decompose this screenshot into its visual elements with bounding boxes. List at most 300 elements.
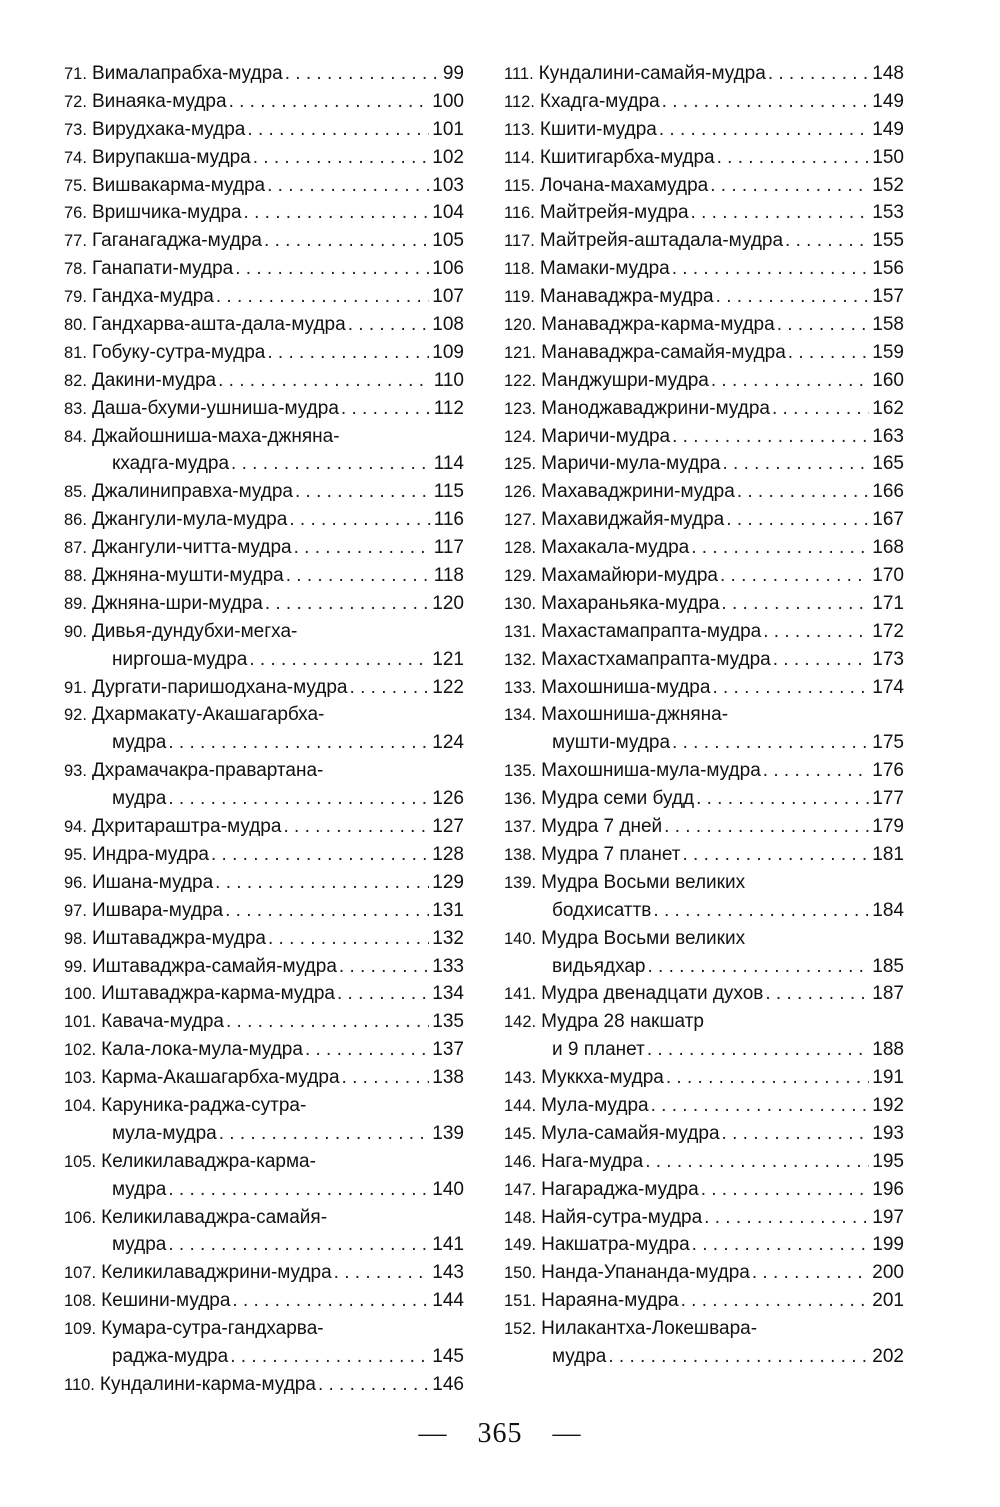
toc-dot-leader: [737, 478, 869, 506]
toc-dot-leader: [168, 1176, 429, 1204]
toc-entry-title: Дакини-мудра: [91, 369, 217, 391]
toc-entry-page: 132: [432, 927, 464, 949]
toc-entry-line: [504, 506, 904, 534]
toc-entry-title: Индра-мудра: [91, 843, 209, 865]
toc-dot-leader: [249, 646, 429, 674]
toc-entry-title: Иштаваджра-мудра: [91, 927, 266, 949]
toc-entry-title: Джняна-мушти-мудра: [91, 565, 284, 587]
toc-entry-title: Вирудхака-мудра: [91, 118, 246, 140]
toc-entry-title: Дхритараштра-мудра: [91, 816, 282, 838]
toc-entry-line: [504, 1204, 904, 1232]
toc-entry-page: 104: [432, 202, 464, 224]
toc-entry: [64, 980, 464, 1008]
toc-entry-page: 127: [432, 816, 464, 838]
footer-dash-right: —: [552, 1418, 582, 1449]
toc-dot-leader: [752, 1259, 869, 1287]
toc-dot-leader: [648, 953, 870, 981]
toc-dot-leader: [337, 980, 429, 1008]
toc-entry-title: видьядхар: [552, 955, 646, 977]
toc-entry-number: 112.: [504, 92, 535, 111]
toc-dot-leader: [339, 953, 429, 981]
toc-entry-number: 79.: [64, 288, 87, 307]
toc-entry-number: 88.: [64, 567, 87, 586]
toc-entry-page: 112: [433, 397, 464, 419]
toc-entry-page: 140: [432, 1178, 464, 1200]
toc-entry-page: 106: [432, 258, 464, 280]
page-footer: [0, 1418, 1000, 1450]
toc-entry-number: 116.: [504, 204, 535, 223]
toc-entry-title: Келикилаваджра-карма-: [101, 1150, 316, 1172]
toc-dot-leader: [696, 785, 869, 813]
toc-entry-line: [64, 506, 464, 534]
toc-entry-page: 101: [432, 118, 464, 140]
toc-entry: [504, 841, 904, 869]
toc-entry-line: [64, 1176, 464, 1204]
toc-dot-leader: [726, 506, 869, 534]
toc-entry-title: мушти-мудра: [552, 732, 671, 754]
toc-entry-page: 149: [872, 90, 904, 112]
toc-entry-number: 95.: [64, 845, 87, 864]
toc-entry-line: [64, 60, 464, 88]
toc-entry-number: 133.: [504, 678, 537, 697]
toc-entry: [504, 311, 904, 339]
toc-dot-leader: [232, 1287, 429, 1315]
toc-entry-line: [504, 897, 904, 925]
toc-entry-line: [504, 395, 904, 423]
toc-dot-leader: [653, 897, 869, 925]
toc-dot-leader: [722, 450, 869, 478]
toc-entry-line: [504, 255, 904, 283]
toc-dot-leader: [666, 1064, 869, 1092]
toc-entry-line: [64, 367, 464, 395]
toc-dot-leader: [348, 311, 430, 339]
page-number: 365: [477, 1418, 523, 1449]
toc-entry: [504, 199, 904, 227]
toc-entry-number: 101.: [64, 1013, 97, 1032]
toc-entry-number: 132.: [504, 650, 537, 669]
toc-entry-number: 126.: [504, 483, 537, 502]
toc-entry-line: [504, 953, 904, 981]
toc-entry: [64, 1008, 464, 1036]
toc-entry-title: Мудра 28 накшатр: [541, 1011, 704, 1033]
toc-entry: [64, 925, 464, 953]
toc-entry: [64, 199, 464, 227]
toc-dot-leader: [712, 674, 869, 702]
toc-entry-line: [504, 618, 904, 646]
toc-entry-page: 120: [432, 592, 464, 614]
toc-entry-number: 91.: [64, 678, 87, 697]
toc-entry-line: [504, 116, 904, 144]
toc-entry-page: 162: [872, 397, 904, 419]
toc-dot-leader: [720, 562, 869, 590]
toc-entry-title: Дургати-паришодхана-мудра: [91, 676, 348, 698]
toc-entry-title: Нагараджа-мудра: [541, 1178, 699, 1200]
toc-entry-title: Гандха-мудра: [91, 286, 214, 308]
toc-entry: [504, 116, 904, 144]
toc-entry-title: Нараяна-мудра: [541, 1290, 679, 1312]
footer-dash-left: —: [418, 1418, 448, 1449]
toc-entry-title: Джняна-шри-мудра: [91, 592, 263, 614]
toc-entry-line: [504, 841, 904, 869]
toc-entry-page: 117: [433, 537, 464, 559]
toc-entry: [504, 255, 904, 283]
toc-entry-line: [64, 757, 464, 785]
toc-entry-title: Мула-мудра: [541, 1094, 649, 1116]
toc-entry-line: [504, 1231, 904, 1259]
toc-dot-leader: [253, 144, 430, 172]
toc-entry-page: 168: [872, 537, 904, 559]
toc-dot-leader: [219, 1120, 430, 1148]
toc-entry-line: [64, 980, 464, 1008]
toc-entry-title: Маричи-мула-мудра: [541, 453, 721, 475]
toc-entry-title: Махошниша-мула-мудра: [541, 760, 761, 782]
toc-entry-page: 134: [432, 983, 464, 1005]
toc-entry-line: [504, 199, 904, 227]
toc-entry-number: 121.: [504, 343, 537, 362]
toc-entry-line: [64, 813, 464, 841]
toc-entry-number: 98.: [64, 929, 87, 948]
toc-entry-number: 127.: [504, 511, 537, 530]
toc-entry-number: 128.: [504, 539, 537, 558]
toc-entry-title: Майтрейя-мудра: [539, 202, 689, 224]
toc-entry-title: Вималапрабха-мудра: [91, 63, 283, 84]
toc-entry-number: 111.: [504, 65, 534, 83]
toc-entry-line: [504, 534, 904, 562]
toc-entry-title: Каруника-раджа-сутра-: [101, 1094, 307, 1116]
toc-entry-number: 97.: [64, 901, 87, 920]
toc-entry-title: и 9 планет: [552, 1039, 645, 1061]
toc-entry: [504, 813, 904, 841]
toc-entry-line: [64, 953, 464, 981]
toc-entry-page: 167: [872, 509, 904, 531]
toc-entry-line: [504, 311, 904, 339]
toc-dot-leader: [681, 1287, 870, 1315]
toc-dot-leader: [244, 199, 430, 227]
toc-dot-leader: [283, 813, 429, 841]
toc-entry-title: мудра: [112, 1178, 167, 1200]
toc-entry: [64, 1287, 464, 1315]
toc-entry: [64, 757, 464, 813]
toc-entry-line: [64, 841, 464, 869]
toc-entry-title: Махастамапрапта-мудра: [541, 620, 762, 642]
toc-entry: [64, 172, 464, 200]
toc-entry-page: 122: [432, 676, 464, 698]
toc-entry: [504, 339, 904, 367]
toc-entry-number: 141.: [504, 985, 537, 1004]
toc-entry-line: [64, 116, 464, 144]
toc-entry: [64, 506, 464, 534]
toc-entry: [504, 590, 904, 618]
toc-entry-page: 179: [872, 816, 904, 838]
toc-entry-line: [64, 701, 464, 729]
toc-entry-title: Джангули-читта-мудра: [91, 537, 292, 559]
toc-entry-title: бодхисаттв: [552, 899, 652, 921]
toc-entry-title: Келикилаваджра-самайя-: [101, 1206, 328, 1228]
toc-entry-number: 145.: [504, 1124, 537, 1143]
toc-entry-number: 110.: [64, 1375, 95, 1394]
toc-entry-title: Иштаваджра-самайя-мудра: [91, 955, 337, 977]
toc-entry-page: 158: [872, 314, 904, 336]
toc-entry-number: 139.: [504, 873, 537, 892]
toc-dot-leader: [230, 1343, 429, 1371]
toc-entry-title: Нанда-Упананда-мудра: [541, 1262, 750, 1284]
toc-entry: [504, 534, 904, 562]
toc-dot-leader: [768, 60, 869, 88]
toc-entry-number: 96.: [64, 873, 87, 892]
toc-entry-page: 99: [442, 63, 464, 84]
toc-entry-line: [64, 534, 464, 562]
toc-dot-leader: [722, 1120, 870, 1148]
toc-entry-number: 140.: [504, 929, 537, 948]
toc-entry-title: мудра: [552, 1345, 607, 1367]
toc-entry: [504, 646, 904, 674]
toc-dot-leader: [267, 339, 429, 367]
toc-entry-page: 163: [872, 425, 904, 447]
toc-entry-title: Маноджаваджрини-мудра: [541, 397, 770, 419]
toc-entry-line: [64, 339, 464, 367]
toc-entry-line: [504, 283, 904, 311]
toc-entry: [64, 618, 464, 674]
toc-entry-number: 138.: [504, 845, 537, 864]
toc-entry-line: [64, 172, 464, 200]
toc-entry-number: 83.: [64, 399, 87, 418]
toc-entry-page: 181: [872, 843, 904, 865]
toc-entry-title: Ишана-мудра: [91, 871, 214, 893]
toc-entry-line: [64, 869, 464, 897]
toc-dot-leader: [341, 395, 431, 423]
toc-entry-title: Лочана-махамудра: [539, 174, 709, 196]
toc-entry-title: Муккха-мудра: [541, 1067, 664, 1089]
toc-entry: [504, 478, 904, 506]
toc-entry: [64, 534, 464, 562]
toc-entry-title: Нага-мудра: [541, 1150, 644, 1172]
toc-entry-page: 143: [432, 1262, 464, 1284]
toc-dot-leader: [229, 88, 430, 116]
toc-entry-number: 86.: [64, 511, 87, 530]
toc-entry-title: Ишвара-мудра: [91, 899, 224, 921]
toc-entry-page: 100: [432, 90, 464, 112]
toc-entry: [64, 227, 464, 255]
toc-entry-number: 151.: [504, 1292, 537, 1311]
toc-entry: [504, 423, 904, 451]
toc-dot-leader: [664, 813, 869, 841]
toc-entry-line: [64, 785, 464, 813]
toc-entry-number: 120.: [504, 316, 537, 335]
toc-entry: [64, 311, 464, 339]
toc-entry: [504, 1148, 904, 1176]
toc-entry-line: [64, 478, 464, 506]
toc-entry-line: [504, 1092, 904, 1120]
toc-entry-page: 107: [432, 286, 464, 308]
toc-dot-leader: [717, 144, 870, 172]
toc-entry-line: [504, 925, 904, 953]
toc-entry-number: 136.: [504, 790, 537, 809]
toc-entry: [504, 1120, 904, 1148]
toc-entry-line: [504, 562, 904, 590]
toc-entry-title: мудра: [112, 788, 167, 810]
toc-entry: [504, 674, 904, 702]
toc-entry: [64, 562, 464, 590]
toc-entry: [504, 367, 904, 395]
toc-entry-number: 118.: [504, 260, 535, 279]
toc-entry: [504, 869, 904, 925]
toc-entry: [504, 1287, 904, 1315]
toc-entry-title: Келикилаваджрини-мудра: [101, 1262, 332, 1284]
toc-entry-number: 129.: [504, 567, 537, 586]
toc-dot-leader: [305, 1036, 429, 1064]
toc-entry: [64, 1148, 464, 1204]
toc-dot-leader: [692, 1231, 870, 1259]
toc-dot-leader: [285, 60, 440, 88]
toc-entry: [504, 88, 904, 116]
toc-entry-page: 141: [432, 1234, 464, 1256]
toc-entry-title: мудра: [112, 732, 167, 754]
toc-entry-number: 150.: [504, 1264, 537, 1283]
toc-dot-leader: [691, 534, 869, 562]
toc-entry-number: 108.: [64, 1292, 97, 1311]
toc-entry-line: [64, 925, 464, 953]
toc-dot-leader: [211, 841, 429, 869]
toc-entry-line: [504, 60, 904, 88]
toc-entry-page: 188: [872, 1039, 904, 1061]
toc-entry: [504, 925, 904, 981]
toc-entry-title: Майтрейя-аштадала-мудра: [539, 230, 784, 252]
toc-entry-title: Дхармакату-Акашагарбха-: [91, 704, 325, 726]
toc-entry: [64, 395, 464, 423]
toc-entry: [504, 144, 904, 172]
toc-dot-leader: [711, 367, 869, 395]
toc-entry: [64, 116, 464, 144]
toc-entry-number: 143.: [504, 1069, 537, 1088]
toc-dot-leader: [268, 925, 429, 953]
toc-entry-page: 160: [872, 369, 904, 391]
toc-entry-number: 113.: [504, 120, 535, 139]
toc-entry-line: [64, 199, 464, 227]
toc-entry-line: [64, 144, 464, 172]
toc-entry-title: Гандхарва-ашта-дала-мудра: [91, 314, 346, 336]
toc-entry-page: 196: [872, 1178, 904, 1200]
toc-entry-number: 72.: [64, 92, 87, 111]
toc-entry-line: [64, 729, 464, 757]
toc-entry-number: 142.: [504, 1013, 537, 1032]
toc-entry-number: 102.: [64, 1041, 97, 1060]
toc-entry-page: 114: [433, 453, 464, 475]
toc-entry-number: 80.: [64, 316, 87, 335]
toc-entry-page: 145: [432, 1345, 464, 1367]
toc-entry-page: 131: [432, 899, 464, 921]
toc-entry: [504, 980, 904, 1008]
toc-dot-leader: [168, 785, 429, 813]
toc-entry-page: 110: [433, 369, 464, 391]
toc-dot-leader: [168, 1231, 429, 1259]
toc-entry-title: Джайошниша-маха-джняна-: [91, 425, 340, 447]
toc-entry-number: 105.: [64, 1152, 97, 1171]
toc-entry-line: [64, 1204, 464, 1232]
toc-entry-page: 148: [872, 63, 904, 84]
toc-entry-title: Манаваджра-карма-мудра: [541, 314, 775, 336]
toc-entry-line: [64, 1064, 464, 1092]
toc-entry-line: [504, 980, 904, 1008]
toc-dot-leader: [231, 450, 431, 478]
toc-entry-line: [64, 311, 464, 339]
toc-entry-line: [64, 88, 464, 116]
toc-dot-leader: [662, 88, 870, 116]
toc-entry-number: 115.: [504, 176, 535, 195]
toc-column-right: [504, 60, 904, 1371]
toc-entry-title: Гаганагаджа-мудра: [91, 230, 263, 252]
toc-entry-page: 166: [872, 481, 904, 503]
toc-entry-line: [504, 1120, 904, 1148]
toc-entry-number: 85.: [64, 483, 87, 502]
toc-entry-title: Мудра двенадцати духов: [541, 983, 764, 1005]
toc-entry-title: Махаваджрини-мудра: [541, 481, 735, 503]
toc-entry-page: 139: [432, 1122, 464, 1144]
toc-entry-page: 144: [432, 1290, 464, 1312]
toc-dot-leader: [226, 1008, 429, 1036]
toc-entry-line: [504, 1064, 904, 1092]
toc-entry: [504, 701, 904, 757]
toc-entry-page: 172: [872, 620, 904, 642]
toc-entry-title: Кундалини-самайя-мудра: [538, 63, 766, 84]
toc-entry-page: 170: [872, 565, 904, 587]
toc-entry-title: Махошниша-мудра: [541, 676, 711, 698]
toc-entry-number: 122.: [504, 371, 537, 390]
toc-dot-leader: [294, 534, 431, 562]
toc-entry-title: Кумара-сутра-гандхарва-: [101, 1318, 324, 1340]
toc-entry: [504, 1064, 904, 1092]
toc-entry: [64, 367, 464, 395]
toc-entry-line: [64, 395, 464, 423]
toc-entry-title: кхадга-мудра: [112, 453, 230, 475]
toc-dot-leader: [672, 729, 869, 757]
toc-entry-title: Джалиниправха-мудра: [91, 481, 293, 503]
toc-dot-leader: [247, 116, 429, 144]
toc-entry-line: [64, 423, 464, 451]
toc-entry-title: Махастхамапрапта-мудра: [541, 648, 771, 670]
toc-entry: [64, 1036, 464, 1064]
toc-entry-line: [504, 172, 904, 200]
toc-entry-number: 93.: [64, 762, 87, 781]
toc-entry-page: 177: [872, 788, 904, 810]
toc-entry-number: 117.: [504, 232, 535, 251]
toc-entry-page: 109: [432, 341, 464, 363]
toc-entry-number: 130.: [504, 594, 537, 613]
toc-dot-leader: [716, 283, 870, 311]
toc-entry-number: 71.: [64, 65, 87, 83]
toc-entry-title: Маричи-мудра: [541, 425, 671, 447]
toc-entry: [64, 590, 464, 618]
toc-entry-number: 137.: [504, 818, 537, 837]
toc-entry-line: [64, 562, 464, 590]
toc-entry-title: Кешини-мудра: [101, 1290, 231, 1312]
toc-entry-title: Мула-самайя-мудра: [541, 1122, 720, 1144]
toc-entry: [504, 757, 904, 785]
toc-entry-title: Махараньяка-мудра: [541, 592, 720, 614]
toc-entry-title: Кхадга-мудра: [539, 90, 660, 112]
toc-dot-leader: [763, 757, 870, 785]
toc-entry-title: мудра: [112, 1234, 167, 1256]
toc-entry: [64, 953, 464, 981]
toc-entry-title: Мамаки-мудра: [539, 258, 670, 280]
toc-dot-leader: [215, 869, 429, 897]
toc-entry-line: [64, 1371, 464, 1399]
toc-entry: [64, 1064, 464, 1092]
toc-dot-leader: [168, 729, 429, 757]
toc-entry-number: 74.: [64, 148, 87, 167]
toc-entry-page: 176: [872, 760, 904, 782]
toc-entry-number: 99.: [64, 957, 87, 976]
toc-entry-page: 171: [872, 592, 904, 614]
